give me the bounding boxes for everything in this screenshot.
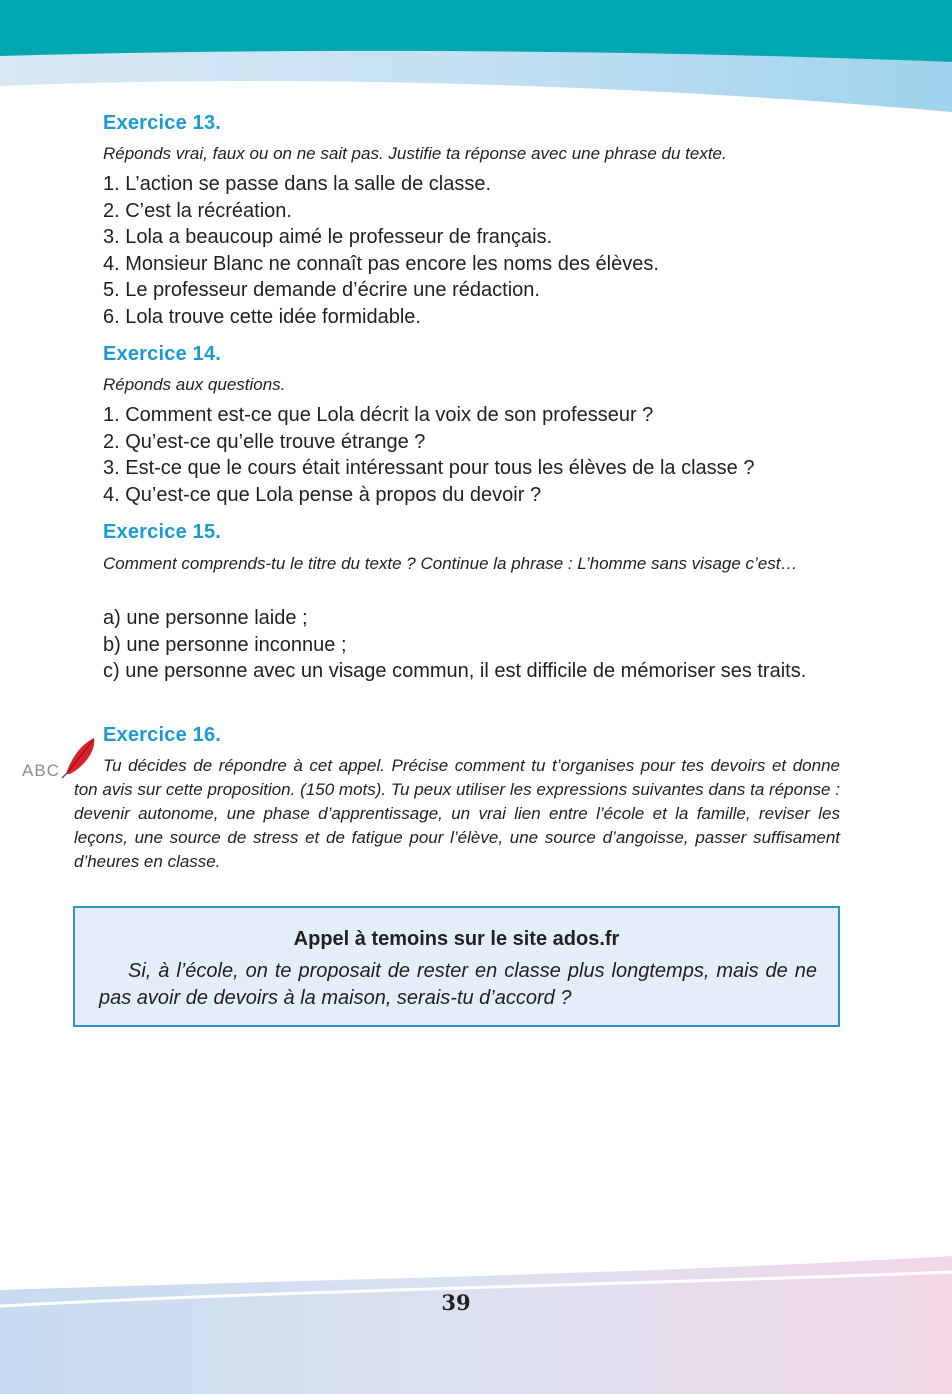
callout-box — [73, 906, 840, 1027]
list-item: 4. Monsieur Blanc ne connaît pas encore les noms des élèves. — [103, 252, 659, 275]
footer-band — [0, 1250, 952, 1394]
exercise-15-title: Exercice 15. — [103, 521, 222, 543]
exercise-15-instruction: Comment comprends-tu le titre du texte ? Continue la phrase : L’homme sans visage c’est… — [103, 554, 798, 573]
exercise-16-instruction: Tu décides de répondre à cet appel. Précise comment tu t’organises pour tes devoirs et donne ton avis sur cette proposition. (150 mots). Tu peux utiliser les expressions suivantes dans ta réponse : devenir autonome, une phase d’apprentissage, un vrai lien entre l’école et la famille, reviser les leçons, une source de stress et de fatigue pour l’élève, une source d’angoisse, passer suffisament d’heures en classe. — [74, 756, 840, 871]
list-item: 3. Lola a beaucoup aimé le professeur de français. — [103, 226, 553, 248]
exercise-13-title: Exercice 13. — [103, 112, 222, 134]
exercise-14-title: Exercice 14. — [103, 343, 222, 365]
list-item: 4. Qu’est-ce que Lola pense à propos du devoir ? — [103, 483, 542, 506]
choice-item: a) une personne laide ; — [103, 607, 308, 629]
list-item: 6. Lola trouve cette idée formidable. — [103, 305, 421, 328]
exercise-16-title: Exercice 16. — [103, 724, 222, 746]
callout-title: Appel à temoins sur le site ados.fr — [293, 928, 620, 950]
exercise-15-choices — [74, 605, 840, 685]
exercise-13-list — [103, 171, 840, 330]
list-item: 1. L’action se passe dans la salle de classe. — [103, 173, 492, 195]
exercise-13-instruction: Réponds vrai, faux ou on ne sait pas. Justifie ta réponse avec une phrase du texte. — [103, 144, 727, 163]
exercise-14-instruction: Réponds aux questions. — [103, 375, 286, 394]
list-item: 2. Qu’est-ce qu’elle trouve étrange ? — [103, 430, 426, 453]
page-number: 39 — [441, 1290, 471, 1315]
abc-logo-text: ABC — [22, 761, 60, 780]
list-item: 5. Le professeur demande d’écrire une rédaction. — [103, 279, 540, 301]
choice-item: c) une personne avec un visage commun, il est difficile de mémoriser ses traits. — [103, 660, 807, 682]
list-item: 3. Est-ce que le cours était intéressant pour tous les élèves de la classe ? — [103, 457, 755, 479]
list-item: 2. C’est la récréation. — [103, 199, 292, 222]
choice-item: b) une personne inconnue ; — [103, 633, 347, 656]
list-item: 1. Comment est-ce que Lola décrit la voix de son professeur ? — [103, 404, 654, 426]
callout-body: Si, à l’école, on te proposait de rester en classe plus longtemps, mais de ne pas avoir de devoirs à la maison, serais-tu d’accord ? — [99, 960, 817, 1009]
exercise-14-list — [103, 402, 840, 508]
header-band — [0, 0, 952, 120]
